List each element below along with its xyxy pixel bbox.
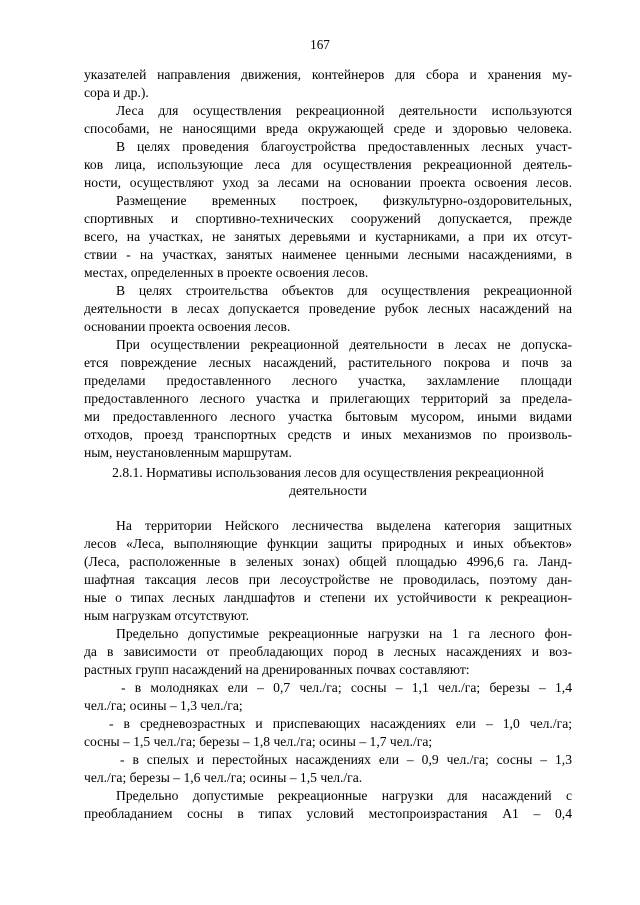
list-item: - в спелых и перестойных насаждениях ели – 0,9 чел./га; сосны – 1,3 xyxy=(120,752,572,767)
text-line: ков лица, использующие леса для осуществления рекреационной деятель- xyxy=(84,157,572,172)
text-line: деятельности в лесах допускается проведение рубок лесных насаждений на xyxy=(84,301,572,316)
paragraph-first-line: На территории Нейского лесничества выделена категория защитных xyxy=(116,518,572,533)
text-line: ные о типах лесных ландшафтов и степени их устойчивости к рекреацион- xyxy=(84,590,572,605)
text-line: указателей направления движения, контейнеров для сбора и хранения му- xyxy=(84,67,572,82)
paragraph-first-line: Размещение временных построек, физкультурно-оздоровительных, xyxy=(116,193,572,208)
text-line: ется повреждение лесных насаждений, растительного покрова и почв за xyxy=(84,355,572,370)
text-line: чел./га; березы – 1,6 чел./га; осины – 1,5 чел./га. xyxy=(84,770,363,785)
text-line: всего, на участках, не занятых деревьями и кустарниками, а при их отсут- xyxy=(84,229,572,244)
text-line: преобладанием сосны в типах условий местопроизрастания А1 – 0,4 xyxy=(84,806,572,821)
text-line: ствии - на участках, занятых наименее ценными лесными насаждениями, в xyxy=(84,247,572,262)
paragraph-first-line: Предельно допустимые рекреационные нагрузки для насаждений с xyxy=(116,788,572,803)
text-line: сора и др.). xyxy=(84,85,149,100)
text-line: способами, не наносящими вреда окружающей среде и здоровью человека. xyxy=(84,121,572,136)
text-line: ным, неустановленным маршрутам. xyxy=(84,445,292,460)
text-line: лесов «Леса, выполняющие функции защиты природных и иных объектов» xyxy=(84,536,572,551)
text-line: спортивных и спортивно-технических сооружений допускается, прежде xyxy=(84,211,572,226)
paragraph-first-line: При осуществлении рекреационной деятельности в лесах не допуска- xyxy=(116,337,572,352)
text-line: растных групп насаждений на дренированных почвах составляют: xyxy=(84,662,470,677)
paragraph-first-line: Предельно допустимые рекреационные нагрузки на 1 га лесного фон- xyxy=(116,626,572,641)
paragraph-first-line: Леса для осуществления рекреационной деятельности используются xyxy=(116,103,572,118)
text-line: (Леса, расположенные в зеленых зонах) общей площадью 4996,6 га. Ланд- xyxy=(84,554,572,569)
page-number: 167 xyxy=(310,37,330,52)
text-line: ности, осуществляют уход за лесами на основании проекта освоения лесов. xyxy=(84,175,572,190)
text-line: пределами предоставленного лесного участка, захламление площади xyxy=(84,373,572,388)
list-item: - в молодняках ели – 0,7 чел./га; сосны – 1,1 чел./га; березы – 1,4 xyxy=(121,680,572,695)
text-line: предоставленного лесного участка и прилегающих территорий за предела- xyxy=(84,391,572,406)
section-heading: 2.8.1. Нормативы использования лесов для осуществления рекреационной xyxy=(112,465,544,480)
paragraph-first-line: В целях проведения благоустройства предоставленных лесных участ- xyxy=(116,139,572,154)
text-line: отходов, проезд транспортных средств и иных механизмов по произволь- xyxy=(84,427,572,442)
list-item: - в средневозрастных и приспевающих насаждениях ели – 1,0 чел./га; xyxy=(109,716,572,731)
text-line: чел./га; осины – 1,3 чел./га; xyxy=(84,698,243,713)
text-line: местах, определенных в проекте освоения лесов. xyxy=(84,265,369,280)
text-line: ным нагрузкам отсутствуют. xyxy=(84,608,250,623)
text-line: да в зависимости от преобладающих пород в лесных насаждениях и воз- xyxy=(84,644,572,659)
text-line: ми предоставленного лесного участка бытовым мусором, иными видами xyxy=(84,409,572,424)
paragraph-first-line: В целях строительства объектов для осуществления рекреационной xyxy=(116,283,572,298)
text-line: шафтная таксация лесов при лесоустройстве не проводилась, поэтому дан- xyxy=(84,572,572,587)
text-line: основании проекта освоения лесов. xyxy=(84,319,291,334)
section-heading-continued: деятельности xyxy=(289,483,367,498)
text-line: сосны – 1,5 чел./га; березы – 1,8 чел./га; осины – 1,7 чел./га; xyxy=(84,734,433,749)
